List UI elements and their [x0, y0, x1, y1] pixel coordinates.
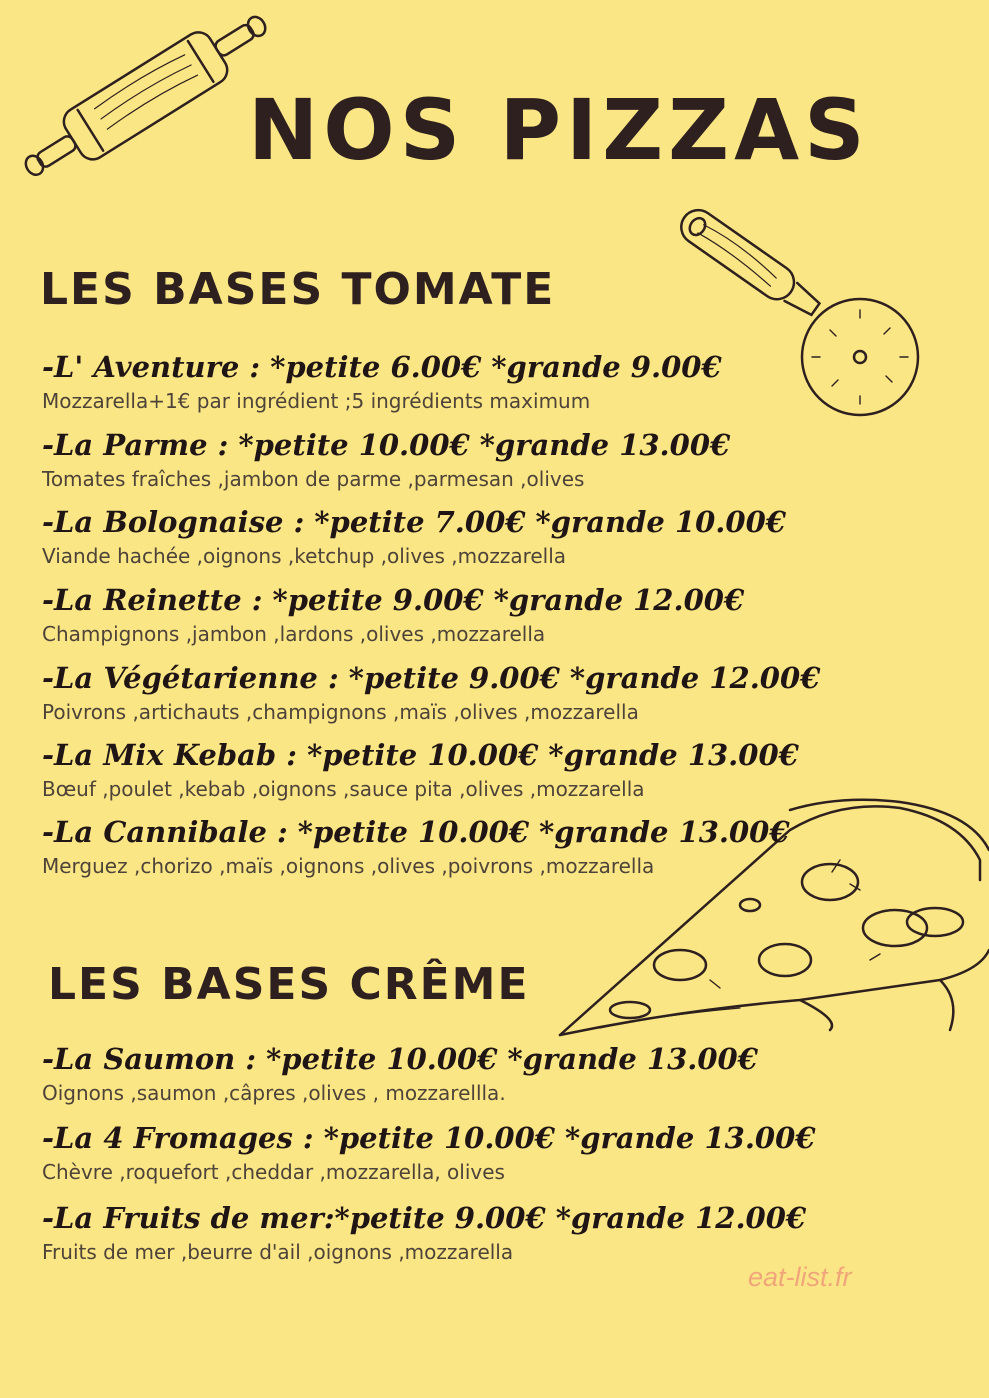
- menu-item-desc: Champignons ,jambon ,lardons ,olives ,mozzarella: [42, 622, 546, 646]
- menu-item-name: -La Bolognaise : *petite 7.00€ *grande 10.00€: [42, 505, 786, 539]
- menu-item-4-fromages: [42, 1120, 942, 1184]
- menu-item-mix-kebab: [42, 737, 942, 801]
- menu-item-name: -La Saumon : *petite 10.00€ *grande 13.00€: [42, 1042, 758, 1076]
- menu-item-name: -La Végétarienne : *petite 9.00€ *grande 12.00€: [42, 661, 821, 695]
- menu-item-cannibale: [42, 814, 942, 878]
- menu-item-desc: Chèvre ,roquefort ,cheddar ,mozzarella, olives: [42, 1160, 505, 1184]
- page-title: NOS PIZZAS: [248, 81, 870, 179]
- section-title-creme: LES BASES CRÊME: [48, 959, 530, 1010]
- menu-item-fruits-de-mer: [42, 1200, 942, 1264]
- menu-item-bolognaise: [42, 504, 942, 568]
- menu-item-vegetarienne: [42, 660, 942, 724]
- menu-item-reinette: [42, 582, 942, 646]
- menu-item-name: -La Reinette : *petite 9.00€ *grande 12.00€: [42, 583, 745, 617]
- menu-item-desc: Viande hachée ,oignons ,ketchup ,olives ,mozzarella: [42, 544, 567, 568]
- menu-item-name: -L' Aventure : *petite 6.00€ *grande 9.00€: [42, 350, 722, 384]
- watermark: eat-list.fr: [748, 1262, 852, 1292]
- menu-item-name: -La Cannibale : *petite 10.00€ *grande 13.00€: [42, 815, 790, 849]
- menu-item-desc: Fruits de mer ,beurre d'ail ,oignons ,mozzarella: [42, 1240, 514, 1264]
- menu-item-desc: Poivrons ,artichauts ,champignons ,maïs ,olives ,mozzarella: [42, 700, 639, 724]
- section-title-tomate: LES BASES TOMATE: [40, 264, 556, 315]
- menu-item-desc: Merguez ,chorizo ,maïs ,oignons ,olives ,poivrons ,mozzarella: [42, 854, 655, 878]
- menu-item-aventure: [42, 349, 942, 413]
- menu-item-desc: Oignons ,saumon ,câpres ,olives , mozzarellla.: [42, 1081, 506, 1105]
- menu-item-desc: Mozzarella+1€ par ingrédient ;5 ingrédients maximum: [42, 389, 591, 413]
- menu-item-desc: Bœuf ,poulet ,kebab ,oignons ,sauce pita ,olives ,mozzarella: [42, 777, 645, 801]
- menu-item-parme: [42, 427, 942, 491]
- menu-item-desc: Tomates fraîches ,jambon de parme ,parmesan ,olives: [42, 467, 585, 491]
- menu-item-name: -La 4 Fromages : *petite 10.00€ *grande 13.00€: [42, 1121, 816, 1155]
- menu-item-name: -La Mix Kebab : *petite 10.00€ *grande 13.00€: [42, 738, 799, 772]
- menu-item-name: -La Parme : *petite 10.00€ *grande 13.00€: [42, 428, 731, 462]
- menu-item-saumon: [42, 1041, 942, 1105]
- menu-item-name: -La Fruits de mer:*petite 9.00€ *grande 12.00€: [42, 1201, 807, 1235]
